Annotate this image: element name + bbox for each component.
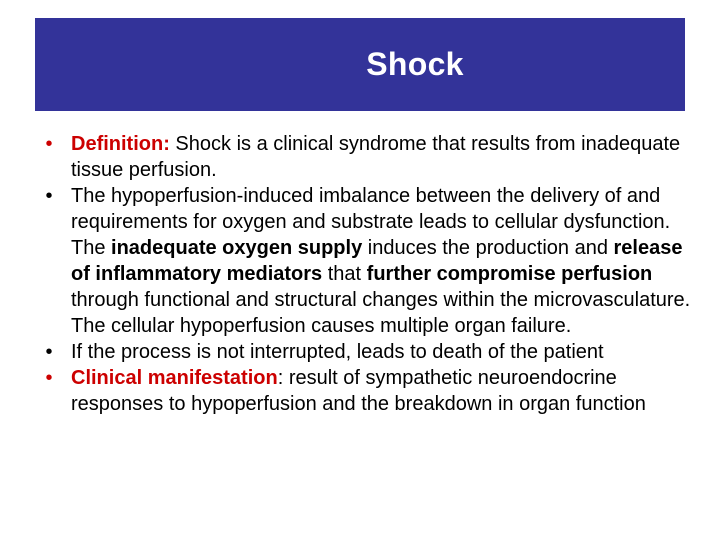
hypoperfusion-text-1: The hypoperfusion-induced imbalance between the delivery of and requirements for oxygen and substrate leads to cellular dysfunction. The [71,185,671,259]
bullet-hypoperfusion [30,183,700,339]
bullet-list [30,131,700,417]
definition-text: Shock is a clinical syndrome that results from inadequate tissue perfusion. [71,133,681,181]
definition-label: Definition: [71,133,170,155]
hypoperfusion-text-4: through functional and structural changes within the microvasculature. The cellular hypoperfusion causes multiple organ failure. [71,289,691,337]
bullet-interruption [30,339,700,365]
slide-title: Shock [366,46,464,82]
hypoperfusion-emphasis-1: inadequate oxygen supply [111,237,363,259]
bullet-definition [30,131,700,183]
bullet-marker: • [45,341,53,363]
clinical-manifestation-text: : result of sympathetic neuroendocrine responses to hypoperfusion and the breakdown in organ function [71,367,646,415]
bullet-marker: • [45,185,53,207]
bullet-marker: • [45,133,53,155]
bullet-marker: • [45,367,53,389]
interruption-text: If the process is not interrupted, leads to death of the patient [71,341,604,363]
hypoperfusion-emphasis-3: further compromise perfusion [366,263,653,285]
hypoperfusion-text-2: induces the production and [362,237,614,259]
hypoperfusion-text-3: that [322,263,367,285]
bullet-clinical-manifestation [30,365,700,417]
hypoperfusion-emphasis-2: release of inflammatory mediators [71,237,683,285]
title-bar [35,18,685,111]
clinical-manifestation-label: Clinical manifestation [71,367,278,389]
